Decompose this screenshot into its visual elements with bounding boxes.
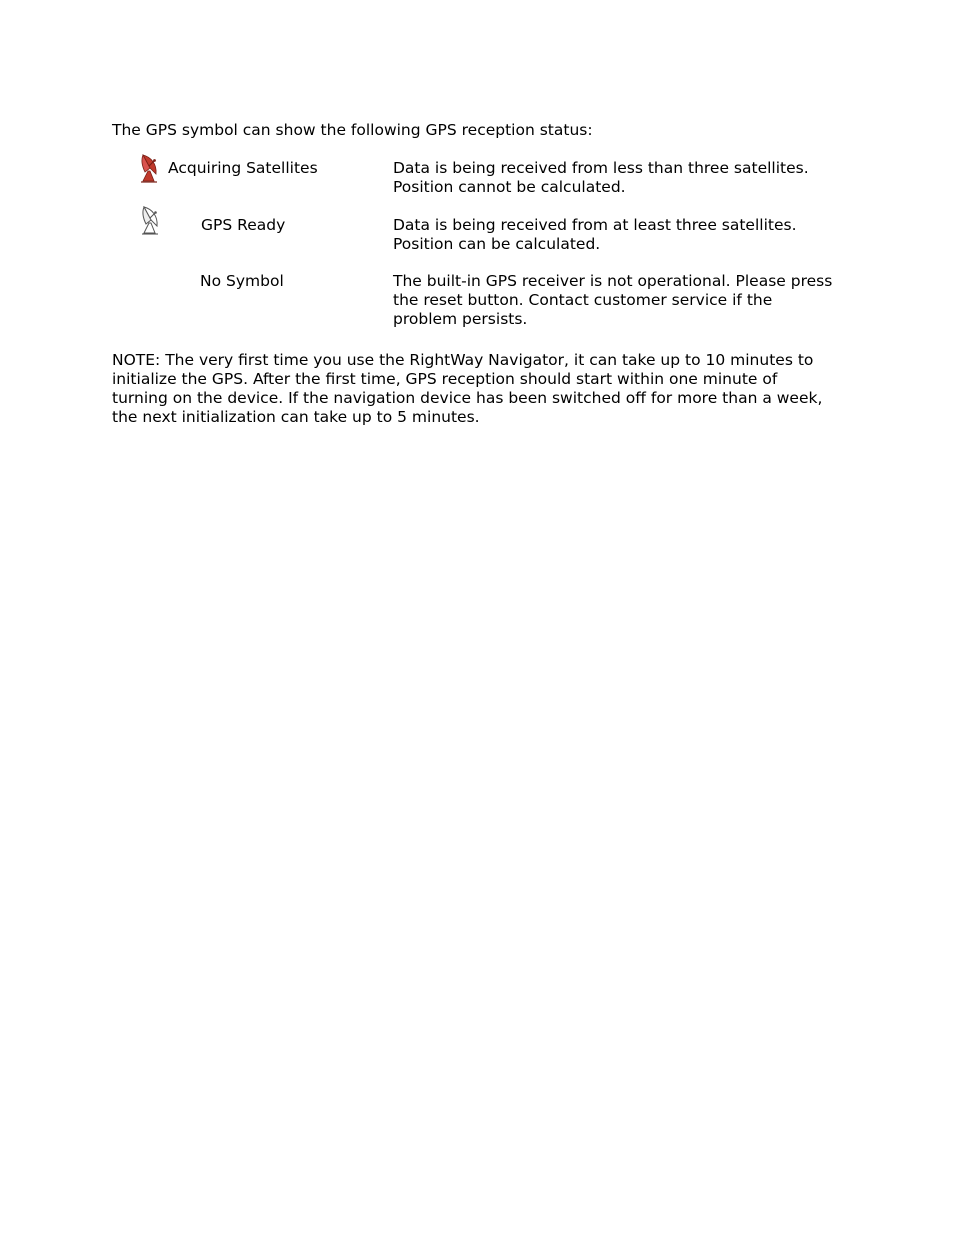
- description-line: the reset button. Contact customer service if the: [393, 291, 773, 309]
- note-line: the next initialization can take up to 5 minutes.: [112, 408, 480, 426]
- status-description: [393, 159, 853, 197]
- status-description: [393, 272, 853, 329]
- description-line: problem persists.: [393, 310, 528, 328]
- satellite-dish-acquiring-icon: [137, 152, 161, 184]
- description-line: The built-in GPS receiver is not operational. Please press: [393, 272, 833, 290]
- status-label: No Symbol: [200, 272, 284, 290]
- status-label: GPS Ready: [201, 216, 286, 234]
- description-line: Data is being received from at least three satellites.: [393, 216, 797, 234]
- description-line: Data is being received from less than three satellites.: [393, 159, 809, 177]
- note-line: NOTE: The very first time you use the RightWay Navigator, it can take up to 10 minutes to: [112, 351, 814, 369]
- description-line: Position cannot be calculated.: [393, 178, 626, 196]
- note-line: turning on the device. If the navigation device has been switched off for more than a week,: [112, 389, 823, 407]
- description-line: Position can be calculated.: [393, 235, 601, 253]
- status-description: [393, 216, 853, 254]
- status-label: Acquiring Satellites: [168, 159, 318, 177]
- note-line: initialize the GPS. After the first time, GPS reception should start within one minute of: [112, 370, 778, 388]
- intro-text: The GPS symbol can show the following GPS reception status:: [112, 121, 593, 139]
- satellite-dish-ready-icon: [138, 204, 162, 236]
- note-paragraph: [112, 351, 852, 427]
